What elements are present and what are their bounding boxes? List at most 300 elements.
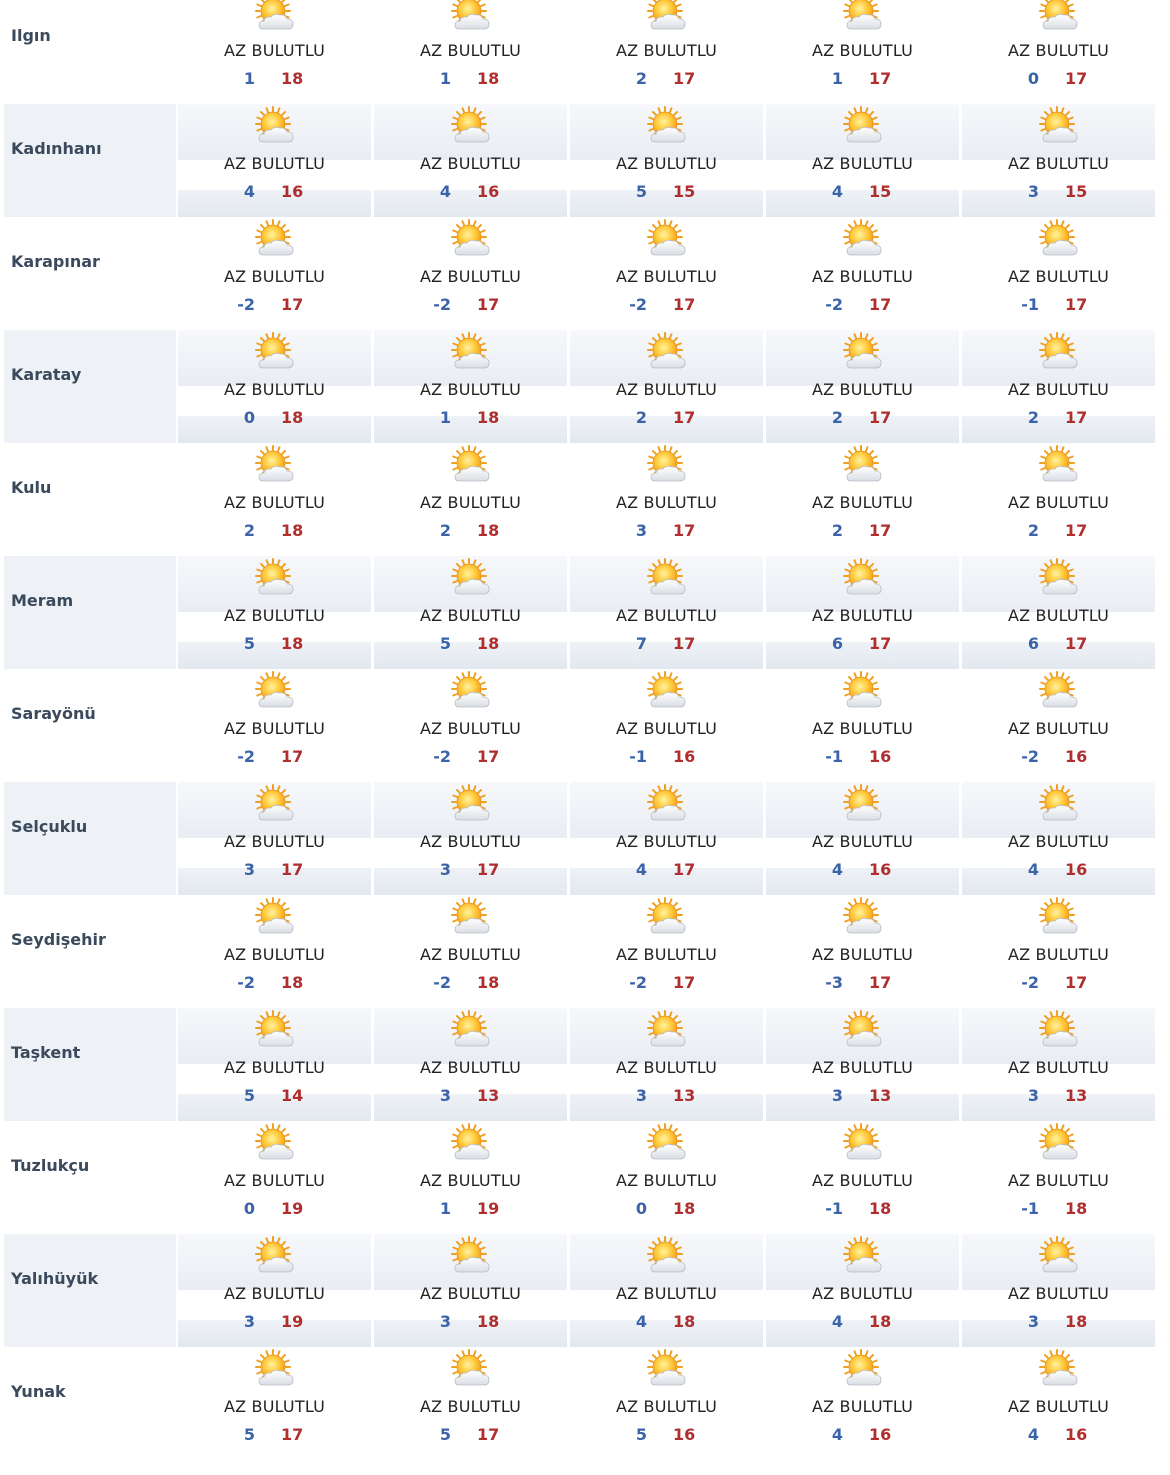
day-forecast-cell [374,669,567,782]
min-temp: 5 [635,182,647,201]
partly-cloudy-icon [646,0,688,35]
temp-band [570,190,763,217]
condition-label: AZ BULUTLU [419,267,522,286]
partly-cloudy-icon [1038,219,1080,261]
day-forecast-cell [962,1121,1155,1234]
condition-label: AZ BULUTLU [811,606,914,625]
day-forecast-cell [374,0,567,104]
day-forecast-cell [766,104,959,217]
partly-cloudy-icon [646,558,688,600]
district-name: Ilgın [11,26,51,45]
condition-label: AZ BULUTLU [1007,41,1110,60]
max-temp: 16 [1065,1425,1088,1444]
day-forecast-cell [374,556,567,669]
max-temp: 17 [869,521,892,540]
max-temp: 17 [477,860,500,879]
condition-label: AZ BULUTLU [1007,719,1110,738]
min-temp: 0 [1027,69,1039,88]
district-name: Taşkent [11,1043,81,1062]
day-forecast-cell [766,895,959,1008]
day-forecast-cell [766,1121,959,1234]
max-temp: 18 [281,634,304,653]
condition-label: AZ BULUTLU [811,945,914,964]
day-forecast-cell [178,556,371,669]
day-forecast-cell [962,1347,1155,1460]
forecast-row [0,669,1170,782]
partly-cloudy-icon [842,445,884,487]
temp-band [962,868,1155,895]
max-temp: 19 [281,1199,304,1218]
temp-band [374,190,567,217]
condition-label: AZ BULUTLU [223,1284,326,1303]
min-temp: -2 [237,295,255,314]
day-forecast-cell [962,104,1155,217]
partly-cloudy-icon [1038,784,1080,826]
condition-label: AZ BULUTLU [223,41,326,60]
min-temp: 3 [1027,1312,1039,1331]
max-temp: 13 [477,1086,500,1105]
max-temp: 16 [673,1425,696,1444]
min-temp: 5 [439,634,451,653]
partly-cloudy-icon [254,784,296,826]
day-forecast-cell [374,443,567,556]
condition-label: AZ BULUTLU [223,267,326,286]
min-temp: 4 [831,1425,843,1444]
partly-cloudy-icon [1038,1123,1080,1165]
max-temp: 18 [281,69,304,88]
day-forecast-cell [178,1234,371,1347]
condition-label: AZ BULUTLU [615,41,718,60]
condition-label: AZ BULUTLU [419,1058,522,1077]
partly-cloudy-icon [646,784,688,826]
condition-label: AZ BULUTLU [811,154,914,173]
min-temp: -2 [433,973,451,992]
min-temp: -2 [825,295,843,314]
condition-label: AZ BULUTLU [811,41,914,60]
max-temp: 17 [869,408,892,427]
day-forecast-cell [570,217,763,330]
max-temp: 17 [673,860,696,879]
district-cell [4,330,176,443]
max-temp: 17 [673,973,696,992]
max-temp: 17 [1065,973,1088,992]
partly-cloudy-icon [646,106,688,148]
min-temp: 4 [243,182,255,201]
min-temp: 3 [439,860,451,879]
partly-cloudy-icon [842,671,884,713]
condition-label: AZ BULUTLU [615,267,718,286]
max-temp: 16 [869,747,892,766]
max-temp: 17 [673,69,696,88]
partly-cloudy-icon [1038,0,1080,35]
partly-cloudy-icon [254,897,296,939]
partly-cloudy-icon [450,1010,492,1052]
min-temp: 4 [1027,860,1039,879]
max-temp: 17 [673,521,696,540]
condition-label: AZ BULUTLU [419,719,522,738]
max-temp: 14 [281,1086,304,1105]
partly-cloudy-icon [450,106,492,148]
condition-label: AZ BULUTLU [811,832,914,851]
condition-label: AZ BULUTLU [615,832,718,851]
max-temp: 17 [869,295,892,314]
max-temp: 17 [281,860,304,879]
forecast-row [0,104,1170,217]
condition-label: AZ BULUTLU [419,380,522,399]
min-temp: 6 [831,634,843,653]
condition-label: AZ BULUTLU [1007,1171,1110,1190]
temp-band [962,1094,1155,1121]
condition-label: AZ BULUTLU [419,1171,522,1190]
min-temp: 0 [243,408,255,427]
day-forecast-cell [374,217,567,330]
condition-label: AZ BULUTLU [1007,945,1110,964]
max-temp: 17 [673,295,696,314]
day-forecast-cell [570,782,763,895]
day-forecast-cell [178,782,371,895]
day-forecast-cell [962,1234,1155,1347]
day-forecast-cell [570,1347,763,1460]
partly-cloudy-icon [1038,671,1080,713]
max-temp: 15 [869,182,892,201]
min-temp: 2 [831,408,843,427]
max-temp: 17 [281,1425,304,1444]
forecast-row [0,217,1170,330]
max-temp: 15 [673,182,696,201]
min-temp: 6 [1027,634,1039,653]
condition-label: AZ BULUTLU [615,1397,718,1416]
min-temp: -2 [237,973,255,992]
partly-cloudy-icon [450,332,492,374]
condition-label: AZ BULUTLU [1007,832,1110,851]
district-name: Meram [11,591,74,610]
day-forecast-cell [178,669,371,782]
condition-label: AZ BULUTLU [419,606,522,625]
forecast-row [0,1008,1170,1121]
condition-label: AZ BULUTLU [615,1058,718,1077]
partly-cloudy-icon [1038,897,1080,939]
max-temp: 16 [281,182,304,201]
district-name: Yalıhüyük [11,1269,99,1288]
max-temp: 18 [869,1199,892,1218]
min-temp: 4 [439,182,451,201]
condition-label: AZ BULUTLU [615,1284,718,1303]
min-temp: 2 [1027,408,1039,427]
min-temp: -1 [1021,1199,1039,1218]
district-name: Seydişehir [11,930,106,949]
condition-label: AZ BULUTLU [419,945,522,964]
min-temp: 4 [635,860,647,879]
min-temp: -2 [629,295,647,314]
max-temp: 13 [1065,1086,1088,1105]
district-name: Kulu [11,478,52,497]
max-temp: 18 [477,1312,500,1331]
partly-cloudy-icon [842,106,884,148]
day-forecast-cell [374,1121,567,1234]
condition-label: AZ BULUTLU [811,380,914,399]
max-temp: 16 [869,1425,892,1444]
min-temp: 5 [243,1086,255,1105]
min-temp: 3 [243,1312,255,1331]
min-temp: 3 [1027,182,1039,201]
min-temp: 3 [831,1086,843,1105]
condition-label: AZ BULUTLU [419,832,522,851]
condition-label: AZ BULUTLU [223,832,326,851]
day-forecast-cell [374,1008,567,1121]
condition-label: AZ BULUTLU [419,1284,522,1303]
temp-band [374,1320,567,1347]
partly-cloudy-icon [842,219,884,261]
partly-cloudy-icon [646,1010,688,1052]
partly-cloudy-icon [842,558,884,600]
district-cell [4,104,176,217]
day-forecast-cell [570,443,763,556]
day-forecast-cell [178,217,371,330]
forecast-row [0,556,1170,669]
partly-cloudy-icon [450,1123,492,1165]
day-forecast-cell [178,443,371,556]
district-cell [4,1121,176,1234]
condition-label: AZ BULUTLU [223,945,326,964]
day-forecast-cell [962,669,1155,782]
day-forecast-cell [570,556,763,669]
day-forecast-cell [374,1347,567,1460]
condition-label: AZ BULUTLU [615,154,718,173]
partly-cloudy-icon [1038,106,1080,148]
district-cell [4,895,176,1008]
condition-label: AZ BULUTLU [1007,154,1110,173]
max-temp: 16 [673,747,696,766]
condition-label: AZ BULUTLU [811,1397,914,1416]
max-temp: 17 [869,69,892,88]
min-temp: 5 [439,1425,451,1444]
forecast-row [0,1234,1170,1347]
partly-cloudy-icon [842,1010,884,1052]
min-temp: 7 [635,634,647,653]
condition-label: AZ BULUTLU [419,493,522,512]
partly-cloudy-icon [254,1236,296,1278]
partly-cloudy-icon [254,332,296,374]
min-temp: 2 [635,69,647,88]
day-forecast-cell [178,895,371,1008]
condition-label: AZ BULUTLU [223,1058,326,1077]
temp-band [766,868,959,895]
max-temp: 17 [281,295,304,314]
day-forecast-cell [570,895,763,1008]
min-temp: -2 [237,747,255,766]
min-temp: 3 [439,1086,451,1105]
max-temp: 17 [869,973,892,992]
temp-band [962,642,1155,669]
condition-label: AZ BULUTLU [811,719,914,738]
condition-label: AZ BULUTLU [1007,1058,1110,1077]
temp-band [374,416,567,443]
temp-band [766,1320,959,1347]
max-temp: 18 [673,1312,696,1331]
max-temp: 18 [673,1199,696,1218]
condition-label: AZ BULUTLU [1007,493,1110,512]
condition-label: AZ BULUTLU [615,719,718,738]
condition-label: AZ BULUTLU [615,606,718,625]
day-forecast-cell [962,217,1155,330]
partly-cloudy-icon [646,1123,688,1165]
partly-cloudy-icon [450,671,492,713]
min-temp: 5 [635,1425,647,1444]
temp-band [962,1320,1155,1347]
day-forecast-cell [766,556,959,669]
district-cell [4,1234,176,1347]
day-forecast-cell [374,1234,567,1347]
max-temp: 16 [1065,747,1088,766]
district-cell [4,1347,176,1460]
temp-band [374,1094,567,1121]
max-temp: 13 [869,1086,892,1105]
max-temp: 18 [477,634,500,653]
temp-band [178,416,371,443]
temp-band [962,416,1155,443]
temp-band [178,868,371,895]
condition-label: AZ BULUTLU [615,1171,718,1190]
forecast-row [0,0,1170,104]
day-forecast-cell [374,104,567,217]
condition-label: AZ BULUTLU [615,380,718,399]
day-forecast-cell [570,1121,763,1234]
temp-band [570,1320,763,1347]
partly-cloudy-icon [450,558,492,600]
forecast-row [0,782,1170,895]
condition-label: AZ BULUTLU [1007,1284,1110,1303]
condition-label: AZ BULUTLU [223,719,326,738]
district-cell [4,669,176,782]
forecast-row [0,895,1170,1008]
day-forecast-cell [766,1347,959,1460]
partly-cloudy-icon [450,0,492,35]
partly-cloudy-icon [646,897,688,939]
partly-cloudy-icon [1038,558,1080,600]
max-temp: 17 [281,747,304,766]
max-temp: 18 [477,408,500,427]
temp-band [570,642,763,669]
day-forecast-cell [374,782,567,895]
min-temp: 0 [243,1199,255,1218]
max-temp: 18 [869,1312,892,1331]
max-temp: 17 [477,747,500,766]
partly-cloudy-icon [646,332,688,374]
partly-cloudy-icon [646,1236,688,1278]
temp-band [962,190,1155,217]
max-temp: 17 [1065,69,1088,88]
min-temp: 4 [635,1312,647,1331]
temp-band [766,416,959,443]
day-forecast-cell [766,782,959,895]
partly-cloudy-icon [254,0,296,35]
temp-band [178,642,371,669]
max-temp: 17 [1065,295,1088,314]
district-name: Karapınar [11,252,100,271]
partly-cloudy-icon [254,558,296,600]
min-temp: -1 [825,1199,843,1218]
day-forecast-cell [570,330,763,443]
temp-band [178,1094,371,1121]
max-temp: 17 [673,634,696,653]
condition-label: AZ BULUTLU [811,1284,914,1303]
max-temp: 18 [281,973,304,992]
min-temp: 2 [243,521,255,540]
max-temp: 18 [281,408,304,427]
district-name: Kadınhanı [11,139,102,158]
district-name: Yunak [11,1382,66,1401]
day-forecast-cell [766,669,959,782]
partly-cloudy-icon [450,784,492,826]
max-temp: 16 [1065,860,1088,879]
condition-label: AZ BULUTLU [223,154,326,173]
partly-cloudy-icon [1038,1349,1080,1391]
day-forecast-cell [570,1008,763,1121]
min-temp: 3 [243,860,255,879]
partly-cloudy-icon [450,1236,492,1278]
partly-cloudy-icon [842,1236,884,1278]
max-temp: 19 [477,1199,500,1218]
max-temp: 17 [477,295,500,314]
day-forecast-cell [178,330,371,443]
min-temp: 3 [439,1312,451,1331]
partly-cloudy-icon [842,332,884,374]
condition-label: AZ BULUTLU [811,1171,914,1190]
forecast-row [0,1121,1170,1234]
condition-label: AZ BULUTLU [811,267,914,286]
condition-label: AZ BULUTLU [1007,380,1110,399]
min-temp: -2 [1021,747,1039,766]
min-temp: 3 [1027,1086,1039,1105]
max-temp: 18 [477,521,500,540]
district-name: Tuzlukçu [11,1156,90,1175]
partly-cloudy-icon [254,445,296,487]
min-temp: 1 [439,69,451,88]
day-forecast-cell [962,443,1155,556]
temp-band [570,1094,763,1121]
partly-cloudy-icon [450,897,492,939]
condition-label: AZ BULUTLU [1007,1397,1110,1416]
day-forecast-cell [570,0,763,104]
day-forecast-cell [962,1008,1155,1121]
condition-label: AZ BULUTLU [811,1058,914,1077]
min-temp: 2 [831,521,843,540]
max-temp: 18 [477,973,500,992]
min-temp: 3 [635,521,647,540]
partly-cloudy-icon [842,784,884,826]
min-temp: -2 [433,295,451,314]
temp-band [766,1094,959,1121]
condition-label: AZ BULUTLU [223,606,326,625]
max-temp: 19 [281,1312,304,1331]
day-forecast-cell [178,1008,371,1121]
temp-band [570,416,763,443]
partly-cloudy-icon [842,1123,884,1165]
condition-label: AZ BULUTLU [419,1397,522,1416]
day-forecast-cell [178,104,371,217]
max-temp: 13 [673,1086,696,1105]
min-temp: 4 [831,860,843,879]
min-temp: 5 [243,634,255,653]
min-temp: -1 [1021,295,1039,314]
day-forecast-cell [570,104,763,217]
district-name: Sarayönü [11,704,96,723]
day-forecast-cell [374,330,567,443]
condition-label: AZ BULUTLU [419,154,522,173]
min-temp: 4 [831,182,843,201]
day-forecast-cell [374,895,567,1008]
min-temp: 1 [439,1199,451,1218]
